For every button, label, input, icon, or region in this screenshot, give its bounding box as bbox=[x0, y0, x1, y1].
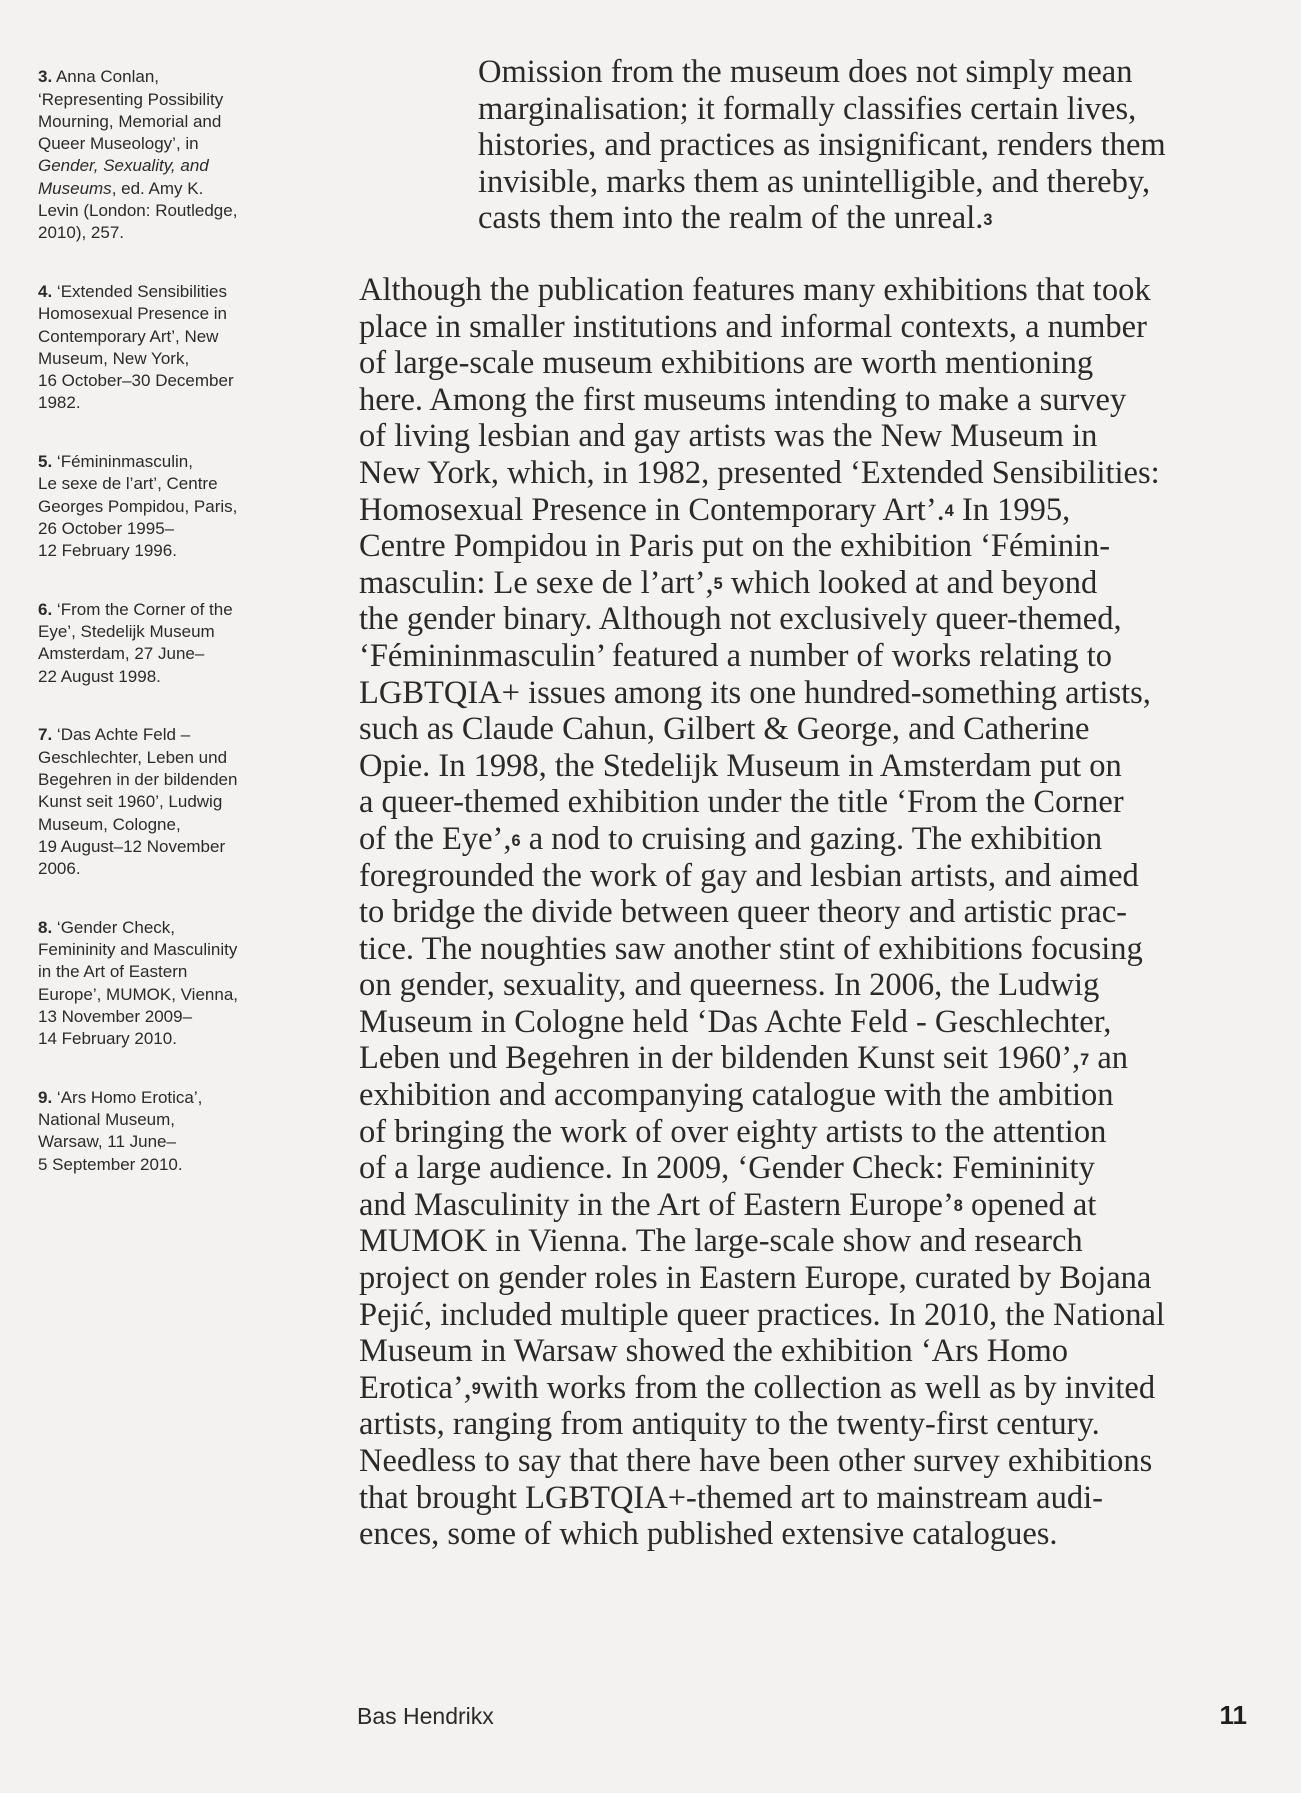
footnote-9 bbox=[38, 1064, 300, 1175]
footnote-text: ‘Ars Homo Erotica’, National Museum, Warsaw, 11 June– 5 September 2010. bbox=[38, 1087, 203, 1174]
paragraph-text: In 1995, Centre Pompidou in Paris put on the exhibition ‘Féminin- masculin: Le sexe de l’art’, bbox=[359, 491, 1111, 601]
footnote-8 bbox=[38, 894, 300, 1050]
paragraph-text: an exhibition and accompanying catalogue with the ambition of bringing the work of over eighty artists to the attention of a large audience. In 2009, ‘Gender Check: Femininity and Masculinity in the Art of Eastern Europe’ bbox=[359, 1040, 1129, 1223]
footnote-number: 7. bbox=[38, 725, 53, 745]
footnote-4 bbox=[38, 259, 300, 415]
footnote-reference: 3 bbox=[983, 210, 993, 229]
body-paragraph bbox=[359, 272, 1279, 1553]
footnote-number: 4. bbox=[38, 281, 53, 301]
footnote-text: ‘Gender Check, Femininity and Masculinity in the Art of Eastern Europe’, MUMOK, Vienna, 13 November 2009– 14 February 2010. bbox=[38, 917, 238, 1049]
footnote-7 bbox=[38, 702, 300, 880]
footnote-reference: 7 bbox=[1080, 1051, 1090, 1070]
footnote-number: 5. bbox=[38, 452, 53, 472]
page-number: 11 bbox=[1219, 1700, 1247, 1730]
footnote-text: Anna Conlan, ‘Representing Possibility Mourning, Memorial and Queer Museology’, in bbox=[38, 67, 224, 154]
footnote-number: 3. bbox=[38, 67, 53, 87]
footnote-reference: 6 bbox=[511, 831, 521, 850]
footnote-text: , ed. Amy K. Levin (London: Routledge, 2010), 257. bbox=[38, 178, 238, 243]
paragraph-text: with works from the collection as well as by invited artists, ranging from antiquity to the twenty-first century. Needless to say that there have been other survey exhibitions that brought LGBTQIA+-themed art to mainstream audi- ences, some of which published extensive catalogues. bbox=[359, 1369, 1156, 1553]
running-footer-author: Bas Hendrikx bbox=[357, 1703, 494, 1729]
footnote-3 bbox=[38, 44, 300, 245]
footnote-text: ‘Fémininmasculin, Le sexe de l’art’, Centre Georges Pompidou, Paris, 26 October 1995– 12 February 1996. bbox=[38, 452, 238, 561]
quote-text: Omission from the museum does not simply mean marginalisation; it formally classifies certain lives, histories, and practices as insignificant, renders them invisible, marks them as unintelligible, and thereby, casts them into the realm of the unreal. bbox=[478, 54, 1166, 236]
footnote-5 bbox=[38, 429, 300, 563]
footnote-reference: 5 bbox=[713, 575, 723, 594]
footnote-text: ‘From the Corner of the Eye’, Stedelijk Museum Amsterdam, 27 June– 22 August 1998. bbox=[38, 599, 233, 686]
footnote-number: 8. bbox=[38, 917, 53, 937]
footnote-number: 9. bbox=[38, 1087, 53, 1107]
footnote-reference: 4 bbox=[944, 502, 954, 521]
footnote-reference: 9 bbox=[471, 1380, 481, 1399]
footnote-number: 6. bbox=[38, 599, 53, 619]
paragraph-text: Although the publication features many exhibitions that took place in smaller institutions and informal contexts, a number of large-scale museum exhibitions are worth mentioning here. Among the first museums intending to make a survey of living lesbian and gay artists was the New Museum in New York, which, in 1982, presented ‘Extended Sensibilities: Homosexual Presence in Contemporary Art’. bbox=[359, 272, 1160, 528]
footnote-6 bbox=[38, 577, 300, 688]
footnote-book-title: Gender, Sexuality, and Museums bbox=[38, 156, 209, 198]
footnote-reference: 8 bbox=[953, 1197, 963, 1216]
footnote-text: ‘Das Achte Feld – Geschlechter, Leben und Begehren in der bildenden Kunst seit 1960’, Ludwig Museum, Cologne, 19 August–12 November 2006. bbox=[38, 725, 238, 879]
paragraph-text: opened at MUMOK in Vienna. The large-scale show and research project on gender roles in Eastern Europe, curated by Bojana Pejić, included multiple queer practices. In 2010, the National Museum in Warsaw showed the exhibition ‘Ars Homo Erotica’, bbox=[359, 1186, 1165, 1406]
block-quote bbox=[478, 54, 1278, 237]
footnotes-column bbox=[38, 44, 300, 1190]
footnote-text: ‘Extended Sensibilities Homosexual Presence in Contemporary Art’, New Museum, New York, 16 October–30 December 1982. bbox=[38, 281, 234, 413]
paragraph-text: which looked at and beyond the gender binary. Although not exclusively queer-themed, ‘Fémininmasculin’ featured a number of works relating to LGBTQIA+ issues among its one hundred-something artists, such as Claude Cahun, Gilbert & George, and Catherine Opie. In 1998, the Stedelijk Museum in Amsterdam put on a queer-themed exhibition under the title ‘From the Corner of the Eye’, bbox=[359, 564, 1151, 857]
paragraph-text: a nod to cruising and gazing. The exhibition foregrounded the work of gay and lesbian artists, and aimed to bridge the divide between queer theory and artistic prac- tice. The noughties saw another stint of exhibitions focusing on gender, sexuality, and queerness. In 2006, the Ludwig Museum in Cologne held ‘Das Achte Feld - Geschlechter, Leben und Begehren in der bildenden Kunst seit 1960’, bbox=[359, 820, 1143, 1077]
